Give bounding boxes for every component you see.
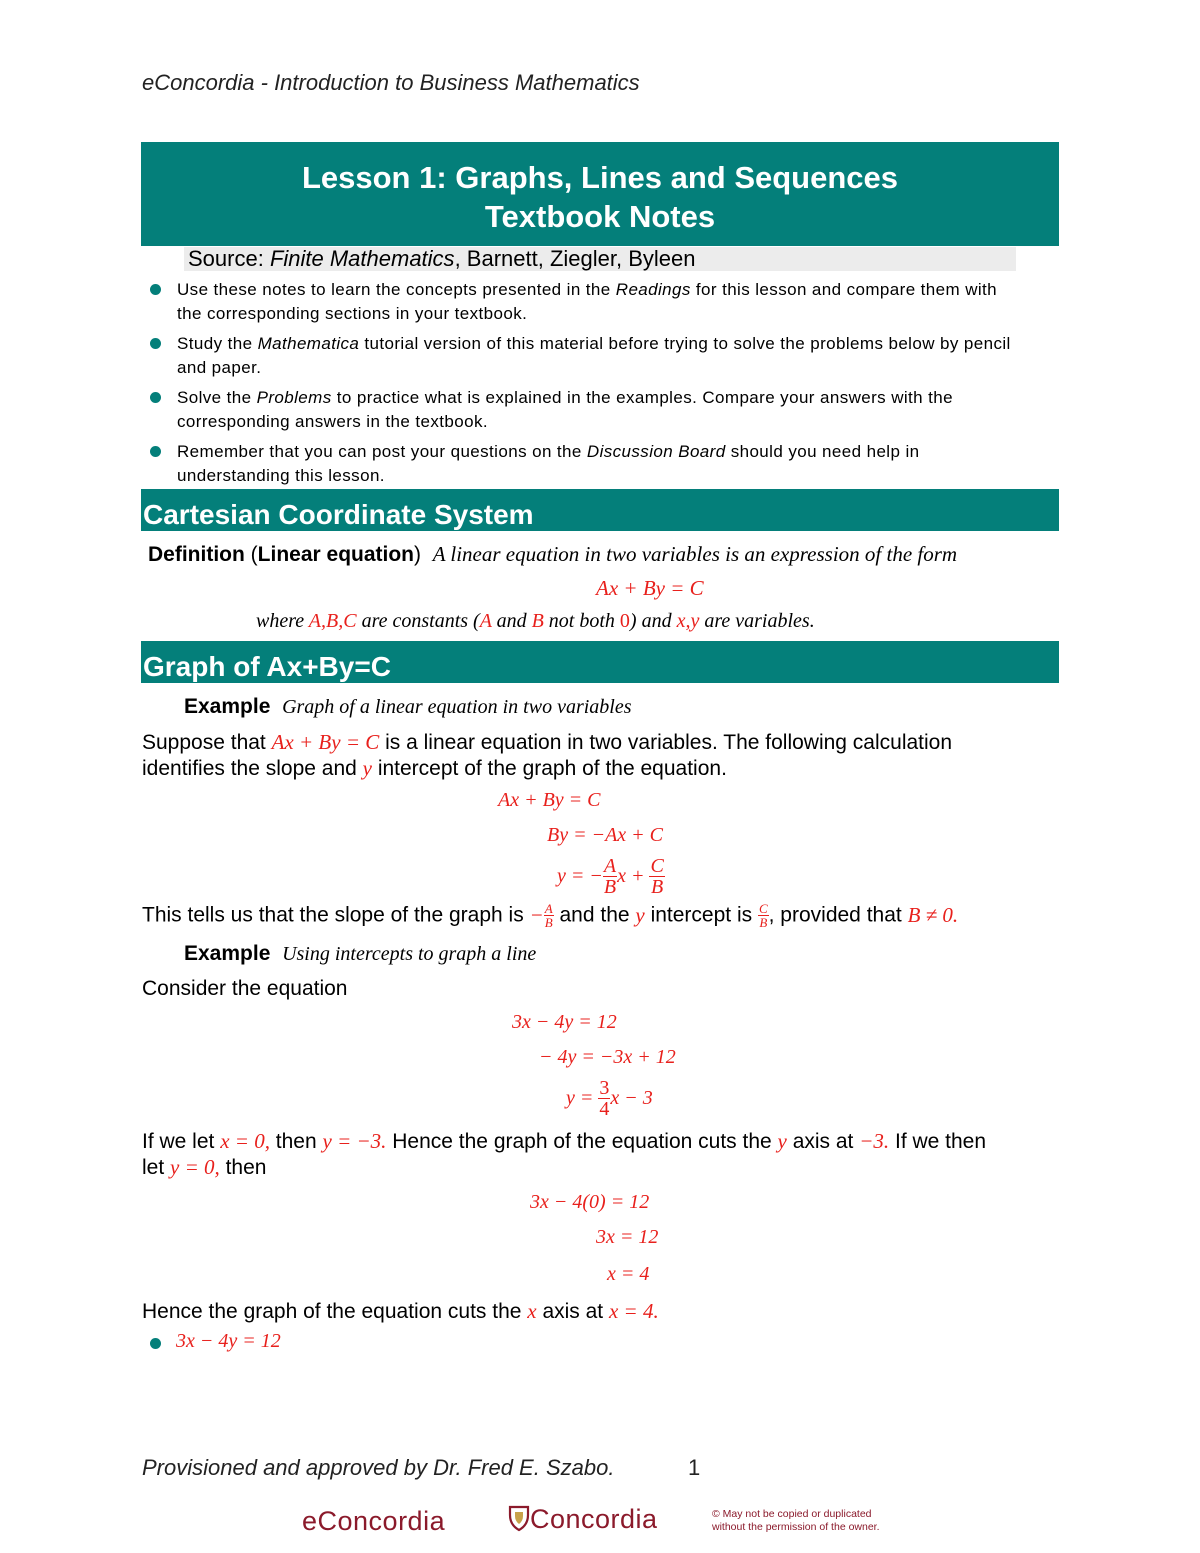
bullet-dot-icon bbox=[150, 446, 161, 457]
text: are variables. bbox=[699, 610, 815, 632]
denominator: 4 bbox=[599, 1098, 610, 1120]
example2-eq4: 3x − 4(0) = 12 bbox=[530, 1191, 650, 1213]
example2-heading bbox=[184, 942, 536, 966]
lesson-title: Lesson 1: Graphs, Lines and Sequences bbox=[301, 160, 899, 195]
math-expression: y = − bbox=[557, 865, 603, 887]
example2-eq1: 3x − 4y = 12 bbox=[512, 1011, 617, 1033]
source-label: Source: bbox=[188, 246, 270, 271]
example-label: Example bbox=[184, 695, 271, 718]
section-heading-graph: Graph of Ax+By=C bbox=[141, 641, 1059, 683]
definition-equation: Ax + By = C bbox=[596, 576, 704, 600]
definition-label: Definition bbox=[148, 543, 245, 566]
example1-paragraph-line1 bbox=[142, 730, 952, 755]
math-expression: y = bbox=[566, 1087, 594, 1109]
text: Hence the graph of the equation cuts the bbox=[386, 1130, 778, 1153]
bullet-dot-icon bbox=[150, 392, 161, 403]
copyright-note bbox=[712, 1508, 880, 1534]
bullet-emphasis: Mathematica bbox=[257, 334, 360, 353]
bullet-dot-icon bbox=[150, 1338, 161, 1349]
math-expression: y = −3. bbox=[322, 1129, 387, 1153]
title-banner bbox=[141, 142, 1059, 246]
note-line: © May not be copied or duplicated bbox=[712, 1508, 872, 1520]
example-title: Graph of a linear equation in two variables bbox=[282, 696, 632, 718]
numerator: C bbox=[650, 855, 664, 877]
example2-eq2: − 4y = −3x + 12 bbox=[539, 1046, 676, 1068]
math-expression: 3x − 4y = 12 bbox=[176, 1330, 281, 1352]
math-expression: x = 4. bbox=[608, 1299, 659, 1323]
example2-eq3 bbox=[566, 1078, 653, 1119]
math-var: 0 bbox=[619, 610, 630, 632]
bullet-text: tutorial version of this material before trying to solve the problems below by pencil and paper. bbox=[177, 334, 1011, 377]
text: If we let bbox=[142, 1130, 221, 1153]
fraction-A-over-B bbox=[603, 856, 617, 897]
text: intercept is bbox=[644, 903, 758, 927]
source-citation bbox=[184, 247, 1016, 271]
text: Hence the graph of the equation cuts the bbox=[142, 1300, 528, 1323]
numerator: C bbox=[758, 901, 768, 916]
example2-intro: Consider the equation bbox=[142, 977, 348, 1000]
text: intercept of the graph of the equation. bbox=[371, 757, 727, 780]
example2-conclusion bbox=[142, 1299, 659, 1324]
denominator: B bbox=[603, 876, 617, 898]
math-expression: Ax + By = C bbox=[271, 730, 380, 754]
text: If we then bbox=[889, 1130, 987, 1153]
example2-paragraph-line2 bbox=[142, 1155, 266, 1180]
denominator: B bbox=[651, 876, 664, 898]
text: not both bbox=[543, 610, 620, 632]
example2-eq6: x = 4 bbox=[607, 1263, 650, 1285]
math-var: B bbox=[531, 610, 544, 632]
page-number: 1 bbox=[688, 1455, 701, 1480]
math-var: − bbox=[529, 903, 544, 927]
list-item bbox=[146, 332, 1026, 380]
intro-bullet-list bbox=[146, 278, 1026, 494]
text: then bbox=[269, 1130, 323, 1153]
list-item bbox=[146, 386, 1026, 434]
text: are constants ( bbox=[356, 610, 480, 632]
text: identifies the slope and bbox=[142, 757, 363, 780]
math-expression: x + bbox=[617, 865, 645, 887]
bullet-text: Solve the bbox=[177, 388, 257, 407]
numerator: A bbox=[544, 901, 553, 916]
denominator: B bbox=[759, 915, 768, 930]
math-var: x,y bbox=[676, 610, 700, 632]
denominator: B bbox=[544, 915, 553, 930]
example-label: Example bbox=[184, 942, 271, 965]
source-authors: , Barnett, Ziegler, Byleen bbox=[454, 246, 696, 271]
math-var: y bbox=[777, 1129, 787, 1153]
bullet-emphasis: Problems bbox=[256, 388, 332, 407]
econcordia-logo bbox=[302, 1506, 445, 1537]
example2-eq5: 3x = 12 bbox=[596, 1226, 659, 1248]
logo-text: eConcordia bbox=[302, 1506, 446, 1536]
math-var: x bbox=[527, 1299, 537, 1323]
bullet-text: Remember that you can post your questions on the bbox=[177, 442, 587, 461]
list-item bbox=[146, 278, 1026, 326]
definition-text: A linear equation in two variables is an expression of the form bbox=[432, 542, 958, 566]
example1-conclusion bbox=[142, 902, 958, 929]
lesson-subtitle: Textbook Notes bbox=[484, 199, 716, 234]
example1-heading bbox=[184, 695, 632, 719]
text: provided that bbox=[774, 903, 908, 927]
math-expression: y = 0, bbox=[170, 1155, 220, 1179]
bullet-text: Study the bbox=[177, 334, 258, 353]
source-book: Finite Mathematics bbox=[269, 246, 455, 271]
math-var: y bbox=[362, 756, 372, 780]
text: axis at bbox=[536, 1300, 609, 1323]
concordia-logo bbox=[508, 1504, 658, 1535]
footer-approval: Provisioned and approved by Dr. Fred E. Szabo. bbox=[142, 1455, 615, 1480]
text: and bbox=[491, 610, 532, 632]
example2-paragraph-line1 bbox=[142, 1129, 986, 1154]
bullet-emphasis: Discussion Board bbox=[586, 442, 726, 461]
definition-term: Linear equation bbox=[257, 543, 415, 566]
bullet-dot-icon bbox=[150, 284, 161, 295]
bullet-text: for this lesson and compare them with the corresponding sections in your textbook. bbox=[177, 280, 998, 323]
numerator: A bbox=[603, 855, 617, 877]
note-line: without the permission of the owner. bbox=[712, 1521, 880, 1533]
logo-text: Concordia bbox=[530, 1504, 658, 1534]
text: This tells us that the slope of the graph is bbox=[142, 903, 530, 927]
definition-where-line bbox=[256, 610, 815, 633]
example1-eq3 bbox=[557, 856, 665, 897]
example1-eq1: Ax + By = C bbox=[498, 789, 601, 811]
text: let bbox=[142, 1156, 171, 1179]
math-expression: B ≠ 0. bbox=[907, 903, 959, 927]
concordia-crest-icon bbox=[508, 1504, 530, 1532]
section-heading-cartesian: Cartesian Coordinate System bbox=[141, 489, 1059, 531]
text: axis at bbox=[786, 1130, 860, 1153]
math-var: A,B,C bbox=[308, 610, 357, 632]
bullet-text: Use these notes to learn the concepts presented in the bbox=[177, 280, 616, 299]
text: , bbox=[768, 903, 775, 927]
bullet-dot-icon bbox=[150, 338, 161, 349]
text: Suppose that bbox=[142, 731, 272, 754]
example1-eq2: By = −Ax + C bbox=[547, 824, 664, 846]
fraction-A-over-B bbox=[544, 902, 554, 929]
text: where bbox=[256, 610, 309, 632]
math-var: y bbox=[635, 903, 645, 927]
definition-line: Definition (Linear equation) A linear equation in two variables is an expression of the form bbox=[148, 542, 958, 566]
text: ) and bbox=[629, 610, 677, 632]
math-expression: x − 3 bbox=[610, 1087, 653, 1109]
bullet-text: to practice what is explained in the examples. Compare your answers with the corresponding answers in the textbook. bbox=[177, 388, 953, 431]
bullet-text: should you need help in understanding this lesson. bbox=[177, 442, 920, 485]
example2-bullet bbox=[146, 1329, 281, 1353]
fraction-C-over-B bbox=[758, 902, 769, 929]
math-expression: x = 0, bbox=[220, 1129, 270, 1153]
fraction-C-over-B bbox=[649, 856, 664, 897]
example1-paragraph-line2 bbox=[142, 756, 727, 781]
text: then bbox=[219, 1156, 267, 1179]
numerator: 3 bbox=[599, 1077, 610, 1099]
list-item bbox=[146, 440, 1026, 488]
math-expression: −3. bbox=[859, 1129, 890, 1153]
text: is a linear equation in two variables. The following calculation bbox=[379, 731, 953, 754]
example-title: Using intercepts to graph a line bbox=[282, 943, 537, 965]
fraction-3-over-4 bbox=[598, 1078, 610, 1119]
document-header: eConcordia - Introduction to Business Mathematics bbox=[142, 70, 640, 95]
text: and the bbox=[553, 903, 636, 927]
bullet-emphasis: Readings bbox=[615, 280, 691, 299]
math-var: A bbox=[479, 610, 492, 632]
